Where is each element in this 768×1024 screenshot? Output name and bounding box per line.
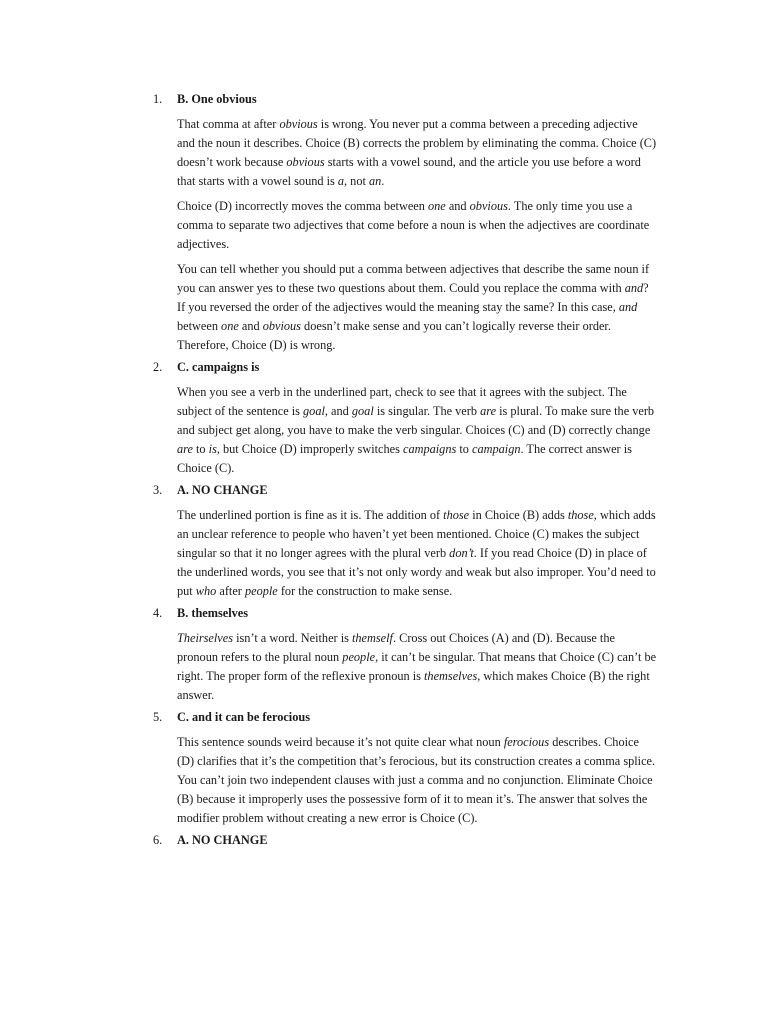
answer-item [0, 708, 768, 828]
explanation-paragraph [177, 115, 657, 191]
answer-heading: C. and it can be ferocious [177, 710, 310, 724]
text-segment: When you see a verb in the underlined part, check to see that it agrees with the subject. The subject of the sentence is [177, 385, 627, 418]
text-segment: and [445, 199, 470, 213]
emphasized-text: a [337, 174, 345, 188]
emphasized-text: one [427, 199, 446, 213]
emphasized-text: one [221, 319, 239, 333]
explanation-paragraph [177, 197, 657, 254]
text-segment: and [238, 319, 263, 333]
emphasized-text: ferocious [503, 735, 550, 749]
text-segment: doesn’t make sense and you can’t logically reverse their order. Therefore, Choice (D) is wrong. [177, 319, 611, 352]
emphasized-text: goal [303, 404, 325, 418]
emphasized-text: those [567, 508, 594, 522]
text-segment: starts with a vowel sound, and the article you use before a word that starts with a vowel sound is [177, 155, 641, 188]
emphasized-text: obvious [279, 117, 318, 131]
emphasized-text: obvious [286, 155, 325, 169]
emphasized-text: goal [351, 404, 374, 418]
text-segment: is plural. To make sure the verb and subject get along, you have to make the verb singular. Choices (C) and (D) correctly change [177, 404, 655, 437]
answer-item [0, 604, 768, 705]
text-segment: , and [324, 404, 352, 418]
answer-number: 6. [153, 833, 163, 847]
emphasized-text: who [195, 584, 217, 598]
text-segment: is singular. The verb [373, 404, 481, 418]
text-segment: , which makes Choice (B) the right answer. [177, 669, 650, 702]
text-segment: , it can’t be singular. That means that Choice (C) can’t be right. The proper form of the reflexive pronoun is [177, 650, 657, 683]
emphasized-text: are [177, 442, 193, 456]
answer-heading: B. One obvious [177, 92, 257, 106]
emphasized-text: is [208, 442, 217, 456]
answer-number: 5. [153, 710, 163, 724]
text-segment: for the construction to make sense. [277, 584, 453, 598]
emphasized-text: and [624, 281, 644, 295]
text-segment: . The correct answer is Choice (C). [177, 442, 632, 475]
explanation-paragraph [177, 733, 657, 828]
answer-item [0, 831, 768, 850]
text-segment: between [177, 319, 222, 333]
text-segment: This sentence sounds weird because it’s not quite clear what noun [177, 735, 504, 749]
explanation-paragraph [177, 383, 657, 478]
answer-number: 4. [153, 606, 163, 620]
emphasized-text: campaigns [402, 442, 457, 456]
explanation-paragraph [177, 629, 657, 705]
emphasized-text: campaign [472, 442, 521, 456]
text-segment: , not [344, 174, 369, 188]
emphasized-text: don’t [449, 546, 474, 560]
text-segment: . If you read Choice (D) in place of the underlined words, you see that it’s not only wordy and weak but also improper. You’d need to put [177, 546, 656, 598]
answer-number: 3. [153, 483, 163, 497]
answer-number: 1. [153, 92, 163, 106]
answer-list [0, 90, 768, 856]
text-segment: in Choice (B) adds [469, 508, 568, 522]
text-segment: . [381, 174, 385, 188]
text-segment: . The only time you use a comma to separate two adjectives that come before a noun is when the adjectives are coordinate adjectives. [177, 199, 650, 251]
text-segment: The underlined portion is fine as it is. The addition of [177, 508, 444, 522]
text-segment: You can tell whether you should put a comma between adjectives that describe the same noun if you can answer yes to these two questions about them. Could you replace the comma with [177, 262, 650, 295]
text-segment: . Cross out Choices (A) and (D). Because the pronoun refers to the plural noun [177, 631, 615, 664]
emphasized-text: those [443, 508, 470, 522]
emphasized-text: and [618, 300, 638, 314]
text-segment: after [216, 584, 245, 598]
answer-item [0, 358, 768, 478]
text-segment: Choice (D) incorrectly moves the comma between [177, 199, 428, 213]
explanation-paragraph [177, 260, 657, 355]
answer-item [0, 90, 768, 355]
emphasized-text: people [342, 650, 376, 664]
emphasized-text: obvious [262, 319, 301, 333]
answer-item [0, 481, 768, 601]
text-segment: describes. Choice (D) clarifies that it’s the competition that’s ferocious, but its construction creates a comma splice. You can’t join two independent clauses with just a comma and no conjunction. Eliminate Choice (B) because it improperly uses the possessive form of it to mean it’s. The answer that solves the modifier problem without creating a new error is Choice (C). [177, 735, 656, 825]
text-segment: to [192, 442, 209, 456]
answer-heading: B. themselves [177, 606, 249, 620]
answer-heading: A. NO CHANGE [177, 833, 268, 847]
text-segment: , which adds an unclear reference to people who haven’t yet been mentioned. Choice (C) makes the subject singular so that it no longer agrees with the plural verb [177, 508, 656, 560]
emphasized-text: an [368, 174, 382, 188]
emphasized-text: people [244, 584, 278, 598]
emphasized-text: themself [351, 631, 393, 645]
text-segment: ? If you reversed the order of the adjectives would the meaning stay the same? In this case, [177, 281, 649, 314]
emphasized-text: themselves [424, 669, 478, 683]
explanation-paragraph [177, 506, 657, 601]
text-segment: That comma at after [177, 117, 280, 131]
answer-heading: A. NO CHANGE [177, 483, 268, 497]
text-segment: to [456, 442, 472, 456]
emphasized-text: are [480, 404, 497, 418]
answer-heading: C. campaigns is [177, 360, 260, 374]
answer-number: 2. [153, 360, 163, 374]
emphasized-text: Theirselves [177, 631, 234, 645]
emphasized-text: obvious [469, 199, 508, 213]
text-segment: isn’t a word. Neither is [233, 631, 352, 645]
text-segment: , but Choice (D) improperly switches [216, 442, 403, 456]
text-segment: is wrong. You never put a comma between a preceding adjective and the noun it describes. Choice (B) corrects the problem by eliminating the comma. Choice (C) doesn’t work because [177, 117, 657, 169]
